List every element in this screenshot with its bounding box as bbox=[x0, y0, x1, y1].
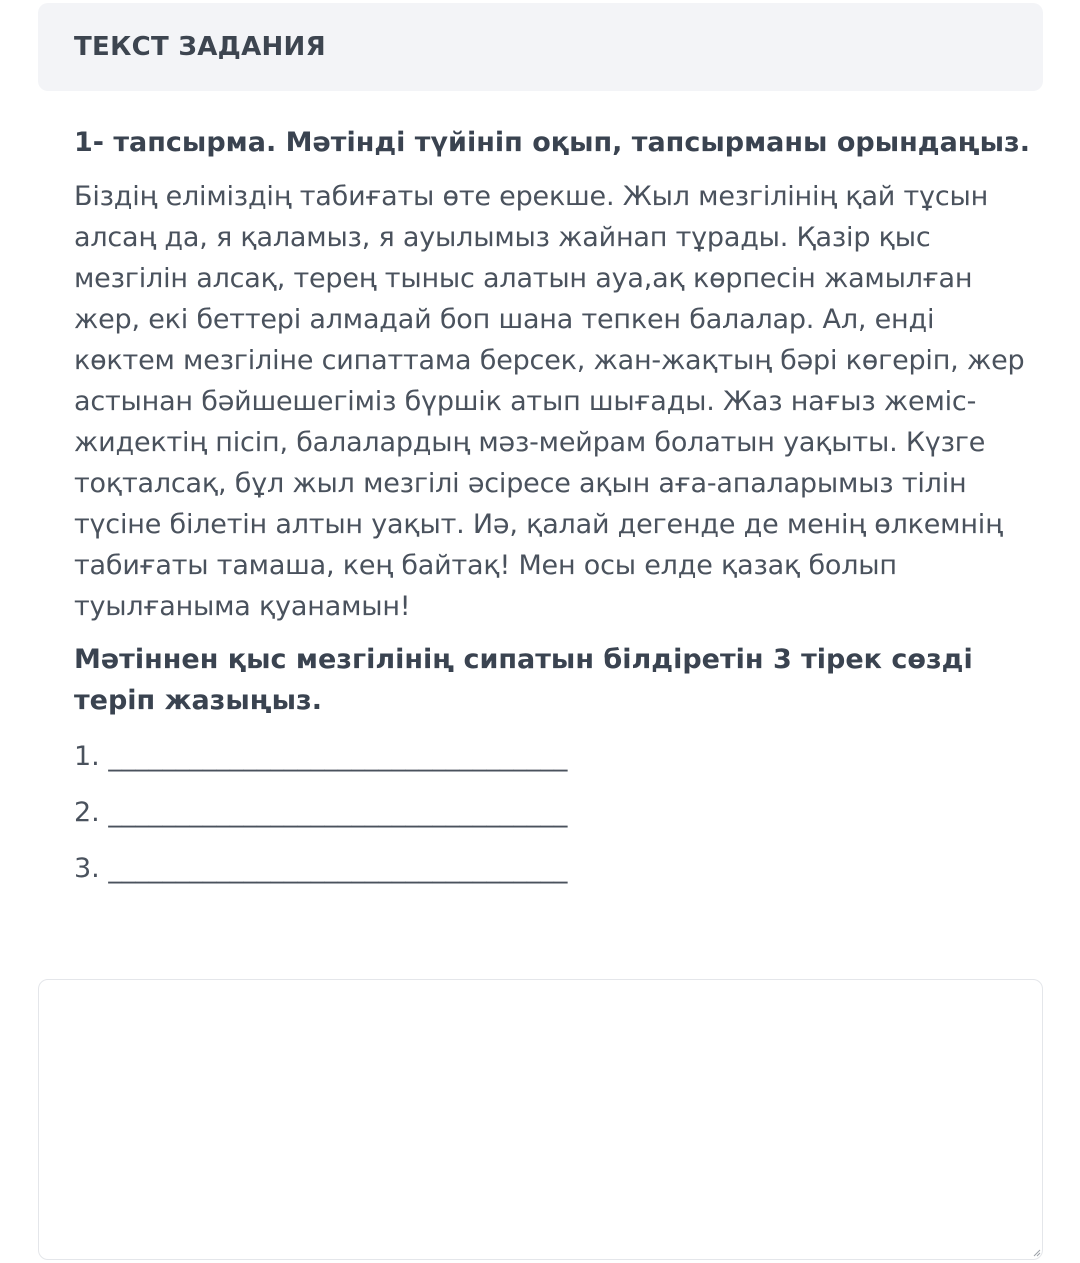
resize-grip-icon[interactable] bbox=[1032, 1248, 1041, 1257]
answer-blank: __________________________________ bbox=[108, 853, 568, 884]
answer-number: 3. bbox=[74, 853, 100, 884]
answer-line-3 bbox=[74, 851, 1034, 887]
answer-textarea[interactable] bbox=[38, 979, 1043, 1260]
answer-blank: __________________________________ bbox=[108, 741, 568, 772]
answer-list bbox=[74, 739, 1034, 887]
task-header-title: ТЕКСТ ЗАДАНИЯ bbox=[74, 32, 326, 62]
task-content bbox=[74, 122, 1034, 907]
task-question: Мәтіннен қыс мезгілінің сипатын білдіретін 3 тірек сөзді теріп жазыңыз. bbox=[74, 644, 973, 716]
task-header-card bbox=[38, 3, 1043, 91]
answer-number: 1. bbox=[74, 741, 100, 772]
answer-line-2 bbox=[74, 795, 1034, 831]
task-title: 1- тапсырма. Мәтінді түйініп оқып, тапсырманы орындаңыз. bbox=[74, 127, 1030, 158]
task-body-text: Біздің еліміздің табиғаты өте ерекше. Жыл мезгілінің қай тұсын алсаң да, я қаламыз, я ауылымыз жайнап тұрады. Қазір қыс мезгілін алсақ, терең тыныс алатын ауа,ақ көрпесін жамылған жер, екі беттері алмадай боп шана тепкен балалар. Ал, енді көктем мезгіліне сипаттама берсек, жан-жақтың бәрі көгеріп, жер астынан бәйшешегіміз бүршік атып шығады. Жаз нағыз жеміс-жидектің пісіп, балалардың мәз-мейрам болатын уақыты. Күзге тоқталсақ, бұл жыл мезгілі әсіресе ақын аға-апаларымыз тілін түсіне білетін алтын уақыт. Иә, қалай дегенде де менің өлкемнің табиғаты тамаша, кең байтақ! Мен осы елде қазақ болып туылғаныма қуанамын! bbox=[74, 181, 1025, 622]
answer-blank: __________________________________ bbox=[108, 797, 568, 828]
answer-line-1 bbox=[74, 739, 1034, 775]
answer-number: 2. bbox=[74, 797, 100, 828]
